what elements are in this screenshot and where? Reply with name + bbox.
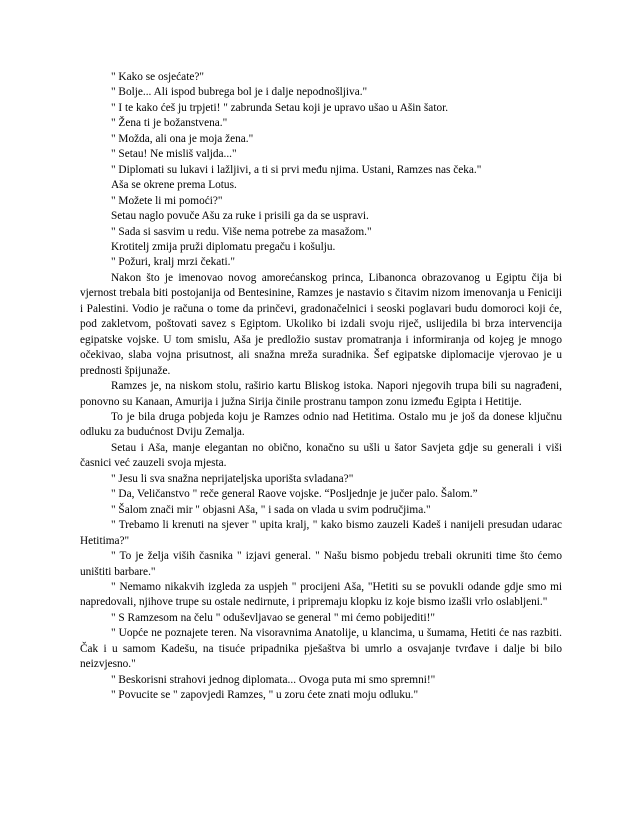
paragraph: " Možda, ali ona je moja žena." — [111, 132, 254, 145]
paragraph: " Trebamo li krenuti na sjever " upita kralj, " kako bismo zauzeli Kadeš i nanijeli presudan udarac Hetitima?" — [80, 519, 562, 547]
paragraph: " Uopće ne poznajete teren. Na visoravnima Anatolije, u klancima, u šumama, Hetiti će nas razbiti. Čak i u samom Kadešu, na tisuće pripadnika pješaštva bi umrlo a osvajanje tvrđave i dalje bi bilo neizvjesno." — [80, 627, 562, 671]
document-page — [80, 70, 562, 704]
paragraph: " Setau! Ne misliš valjda..." — [111, 148, 237, 161]
paragraph: " Šalom znači mir " objasni Aša, " i sada on vlada u svim područjima." — [111, 503, 431, 516]
paragraph: " Da, Veličanstvo " reče general Raove vojske. “Posljednje je jučer palo. Šalom.” — [111, 488, 478, 501]
paragraph: Ramzes je, na niskom stolu, raširio kartu Bliskog istoka. Napori njegovih trupa bili su nagrađeni, ponovno su Kanaan, Amurija i južna Sirija činile prostranu tampon zonu između Egipta i Hetitije. — [80, 380, 562, 408]
paragraph: " I te kako ćeš ju trpjeti! " zabrunda Setau koji je upravo ušao u Ašin šator. — [111, 101, 449, 114]
paragraph: Krotitelj zmija pruži diplomatu pregaču i košulju. — [111, 240, 336, 253]
paragraph: " Jesu li sva snažna neprijateljska uporišta svladana?" — [111, 472, 354, 485]
paragraph: " Možete li mi pomoći?" — [111, 194, 223, 207]
paragraph: " Žena ti je božanstvena." — [111, 117, 228, 130]
paragraph: To je bila druga pobjeda koju je Ramzes odnio nad Hetitima. Ostalo mu je još da donese ključnu odluku za budućnost Dviju Zemalja. — [80, 410, 562, 439]
paragraph: " Požuri, kralj mrzi čekati." — [111, 256, 236, 269]
paragraph: " Bolje... Ali ispod bubrega bol je i dalje nepodnošljiva." — [111, 86, 368, 99]
paragraph: " Povucite se " zapovjedi Ramzes, " u zoru ćete znati moju odluku." — [111, 689, 419, 702]
paragraph: " Beskorisni strahovi jednog diplomata... Ovoga puta mi smo spremni!" — [111, 673, 436, 686]
paragraph: " Nemamo nikakvih izgleda za uspjeh " procijeni Aša, "Hetiti su se povukli odande gdje smo mi napredovali, njihove trupe su ostale nedirnute, i pripremaju klopku iz koje bismo izašli vrlo oslabljeni." — [80, 580, 562, 609]
paragraph: " Sada si sasvim u redu. Više nema potrebe za masažom." — [111, 225, 372, 238]
paragraph: Setau naglo povuče Ašu za ruke i prisili ga da se uspravi. — [111, 210, 369, 223]
paragraph: " S Ramzesom na čelu " oduševljavao se general " mi ćemo pobijediti!" — [111, 611, 436, 624]
paragraph: Aša se okrene prema Lotus. — [111, 179, 237, 192]
paragraph: " Kako se osjećate?" — [111, 71, 204, 83]
paragraph: Setau i Aša, manje elegantan no obično, konačno su ušli u šator Savjeta gdje su generali i viši časnici već zauzeli svoja mjesta. — [80, 441, 562, 470]
paragraph: " To je želja viših časnika " izjavi general. " Našu bismo pobjedu trebali okruniti time što ćemo uništiti barbare." — [80, 550, 562, 578]
paragraph: " Diplomati su lukavi i lažljivi, a ti si prvi među njima. Ustani, Ramzes nas čeka." — [111, 163, 482, 176]
paragraph: Nakon što je imenovao novog amorećanskog princa, Libanonca obrazovanog u Egiptu čija bi vjernost trebala biti postojanija od Bentesinine, Ramzes je nastavio s čitavim nizom imenovanja u Feniciji i Palestini. Vodio je računa o tome da prinčevi, gradonačelnici i seoski poglavari budu domoroci koji će, pod zakletvom, poštovati savez s Egiptom. Ukoliko bi izdali svoju riječ, uslijedila bi brza intervencija egipatske vojske. U tom smislu, Aša je predložio sustav promatranja i informiranja od kojeg je mnogo očekivao, slaba vojna prisutnost, ali snažna mreža suradnika. Šef egipatske diplomacije vjerovao je u prednosti špijunaže. — [80, 271, 562, 377]
